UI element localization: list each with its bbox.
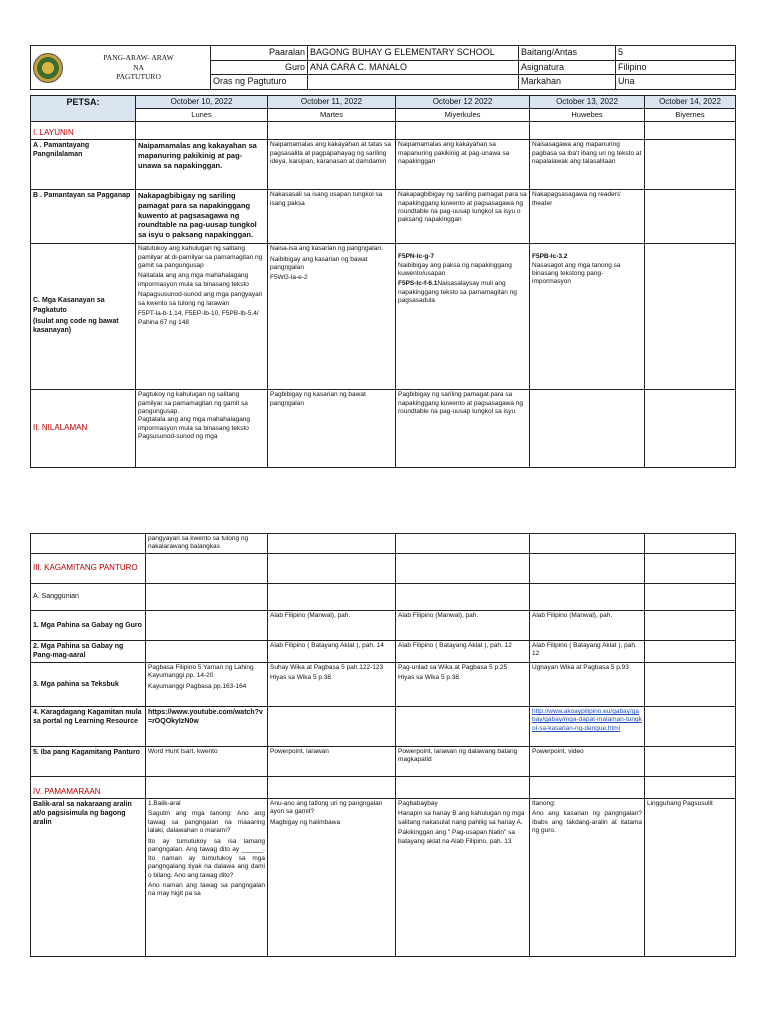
asignatura-value: Filipino	[616, 60, 736, 75]
c-cell-4	[530, 244, 645, 390]
label-gabay-ng-mag-aaral: 2. Mga Pahina sa Gabay ng Pang-mag-aaral	[31, 641, 146, 663]
c4-text: Nasasagot ang mga tanong sa binasang tekstong pang-impormasyon	[532, 261, 621, 286]
n-cell-2: Pagbibigay ng kasarian ng bawat pangngalan	[268, 390, 396, 468]
logo-line-2: NA	[133, 62, 144, 72]
empty-cell	[136, 122, 268, 140]
markahan-value: Una	[616, 75, 736, 90]
empty-cell	[645, 584, 736, 611]
empty-cell	[268, 534, 396, 554]
p1-line-3: Ito ay tumutukoy sa isa lamang pangngalan. Ang tawag dito ay ______. Ito naman ay tumutukoy sa mga pangngalang tiyak na dalawa ang dami o bilang. Ano ang tawag dito?	[148, 837, 265, 879]
label-balik-aral: Balik-aral sa nakaraang aralin at/o pagsisimula ng bagong aralin	[31, 799, 146, 957]
a-cell-2: Naipamamalas ang kakayahan at tatas sa pagsasalita at pagpapahayag ng sariling ideya, kaisipan, karanasan at damdamin	[268, 140, 396, 190]
c1-line-1: Natutukoy ang kahulugan ng salitang pamilyar at di-pamilyar sa pamamagitan ng gamit sa pangungusap	[138, 245, 263, 270]
day-martes: Martes	[268, 109, 396, 122]
empty-cell	[396, 707, 530, 747]
p1-line-4: Ano naman ang tawag sa pangngalan na may higit pa sa	[148, 881, 265, 898]
r1-cell-4: Alab Filipino (Manwal), pah.	[530, 611, 645, 641]
c3-text-1: Naibibigay ang paksa ng napakinggang kuwento/usapan	[398, 261, 512, 278]
empty-cell	[268, 777, 396, 799]
a-cell-1: Naipamamalas ang kakayahan sa mapanuring pakikinig at pag-unawa sa napakinggan.	[136, 140, 268, 190]
r1-cell-5	[645, 611, 736, 641]
paaralan-value: BAGONG BUHAY G ELEMENTARY SCHOOL	[308, 46, 519, 61]
c2-line-1: Naisa-isa ang kasarian ng pangngalan.	[270, 245, 383, 253]
date-1: October 10, 2022	[136, 96, 268, 109]
guro-label: Guro	[211, 60, 308, 75]
empty-cell	[530, 584, 645, 611]
empty-cell	[268, 584, 396, 611]
r5-cell-1: Word Hunt tsart, kwento	[146, 747, 268, 777]
n-cell-1: Pagtukoy ng kahulugan ng salitang pamilyar sa pamamagitan ng gamit sa pangungusap. Pagtatala ang ang mga mahahalagang impormasyon mula sa binasang teksto Pagsusunod-sunod ng mga	[136, 390, 268, 468]
p-cell-5: Lingguhang Pagsusulit	[645, 799, 736, 957]
p2-line-2: Magbigay ng halimbawa	[270, 818, 341, 826]
logo-cell	[31, 46, 211, 90]
label-sanggunian: A. Sanggunian	[31, 584, 146, 611]
label-pahina-sa-teksbuk: 3. Mga pahina sa Teksbuk	[31, 663, 146, 707]
c3-code-2: F5PS-Ic-f-6.1	[398, 280, 438, 288]
label-pamantayan-sa-pagganap: B . Pamantayan sa Pagganap	[31, 190, 136, 244]
c4-code: F5PB-Ic-3.2	[532, 253, 568, 261]
label-gabay-ng-guro: 1. Mga Pahina sa Gabay ng Guro	[31, 611, 146, 641]
logo-line-1: PANG-ARAW- ARAW	[103, 53, 174, 63]
empty-cell	[396, 554, 530, 584]
akoaypilipino-link[interactable]: http://www.akoaypilipino.eu/gabay/gabay/gabay/mga-dapat-malaman-tungkol-sa-kasarian-ng-dengue.html	[530, 707, 645, 747]
date-3: October 12 2022	[396, 96, 530, 109]
c1-line-2: Naitatala ang ang mga mahahalagang impormasyon mula sa binasang teksto	[138, 272, 249, 288]
empty-cell	[530, 554, 645, 584]
markahan-label: Markahan	[519, 75, 616, 90]
b-cell-2: Nakasasali sa isang usapan tungkol sa isang paksa	[268, 190, 396, 244]
c-cell-2	[268, 244, 396, 390]
r2-cell-2: Alab Filipino ( Batayang Aklat ), pah. 14	[268, 641, 396, 663]
lesson-table-page-2	[30, 533, 736, 957]
section-pamamaraan: IV. PAMAMARAAN	[31, 777, 146, 799]
p-cell-1	[146, 799, 268, 957]
r3-c1-line-2: Kayumanggi Pagbasa pp.163-164	[148, 682, 247, 690]
section-layunin: I. LAYUNIN	[31, 122, 136, 140]
p4-line-2: Ano ang kasarian ng pangngalan? Ibabs ang takdang-aralin at itatama ng guro.	[532, 810, 642, 835]
empty-cell	[268, 554, 396, 584]
r2-cell-3: Alab Filipino ( Batayang Aklat ), pah. 12	[396, 641, 530, 663]
p3-line-3: Pakikinggan ang " Pag-usapan Natin" sa batayang aklat na Alab Filipino, pah. 13	[398, 829, 515, 845]
continued-text: pangyayari sa kwento sa tulong ng nakalarawang balangkas	[146, 534, 268, 554]
n-cell-4	[530, 390, 645, 468]
r3-c4-line-1: Ugnayan Wika at Pagbasa 5 p.93	[532, 664, 629, 671]
empty-cell	[396, 122, 530, 140]
b-cell-3: Nakapagbibigay ng sariling pamagat para sa napakinggang kuwento at pagsasagawa ng roundtable na pag-uusap tungkol sa isyu o paksang napakinggan	[396, 190, 530, 244]
c1-line-4: F5PT-la-b-1.14, F5EP-Ib-10, F5PB-Ib-5.4/ Pahina 67 ng 148	[138, 310, 259, 326]
c3-code-1: F5PN-Ic-g-7	[398, 253, 435, 261]
r3-c1-line-1: Pagbasa Filipino 5 Yaman ng Lahing Kayumanggi pp. 14-20	[148, 664, 254, 680]
section-kagamitang-panturo: III. KAGAMITANG PANTURO	[31, 554, 146, 584]
b-cell-5	[645, 190, 736, 244]
n-cell-5	[645, 390, 736, 468]
c2-line-3: F5WG-la-e-2	[270, 274, 308, 282]
asignatura-label: Asignatura	[519, 60, 616, 75]
c2-line-2: Naibibigay ang kasarian ng bawat pangngalan	[270, 255, 368, 272]
label-iba-pang-kagamitan: 5. Iba pang Kagamitang Panturo	[31, 747, 146, 777]
paaralan-label: Paaralan	[211, 46, 308, 61]
empty-cell	[645, 554, 736, 584]
logo-line-3: PAGTUTURO	[116, 72, 161, 82]
p3-line-1: Pagbabaybay	[398, 800, 438, 807]
r1-cell-1	[146, 611, 268, 641]
date-4: October 13, 2022	[530, 96, 645, 109]
p-cell-2	[268, 799, 396, 957]
empty-cell	[645, 777, 736, 799]
empty-cell	[645, 707, 736, 747]
logo-text	[69, 53, 208, 81]
empty-cell	[396, 534, 530, 554]
empty-cell	[146, 554, 268, 584]
c-cell-3	[396, 244, 530, 390]
a-cell-5	[645, 140, 736, 190]
a-cell-4: Naisasagawa ang mapanuring pagbasa sa iba't ibang uri ng teksto at napalalawak ang talasalitaan	[530, 140, 645, 190]
guro-value: ANA CARA C. MANALO	[308, 60, 519, 75]
r5-cell-3: Powerpoint, larawan ng dalawang batang magkapatid	[396, 747, 530, 777]
empty-cell	[530, 122, 645, 140]
c1-line-3: Napagsusunod-sunod ang mga pangyayari sa kwento sa tulong ng larawan	[138, 291, 263, 307]
r2-cell-5	[645, 641, 736, 663]
day-lunes: Lunes	[136, 109, 268, 122]
b-cell-1: Nakapagbibigay ng sariling pamagat para sa napakinggang kuwento at pagsasagawa ng roundtable na pag-uusap tungkol sa isyu o paksang napakinggan.	[136, 190, 268, 244]
r3-c2-line-1: Suhay Wika at Pagbasa 5 pah.122-123	[270, 664, 384, 671]
r3-cell-2	[268, 663, 396, 707]
oras-label: Oras ng Pagtuturo	[211, 75, 308, 90]
empty-cell	[146, 584, 268, 611]
day-miyerkules: Miyerkules	[396, 109, 530, 122]
r1-cell-3: Alab Filipino (Manwal), pah.	[396, 611, 530, 641]
school-seal-icon	[33, 53, 63, 83]
label-mga-kasanayan	[31, 244, 136, 390]
r3-c2-line-2: Hiyas sa Wika 5 p.38	[270, 674, 332, 682]
date-5: October 14, 2022	[645, 96, 736, 109]
r3-cell-3	[396, 663, 530, 707]
empty-cell	[530, 777, 645, 799]
p1-line-1: 1.Balik-aral	[148, 800, 181, 807]
r2-cell-1	[146, 641, 268, 663]
empty-cell	[146, 777, 268, 799]
empty-cell	[530, 534, 645, 554]
youtube-link[interactable]: https://www.youtube.com/watch?v=rOQOkyIzN0w	[146, 707, 268, 747]
kasanayan-sub: (Isulat ang code ng bawat kasanayan)	[33, 317, 119, 334]
r3-cell-1	[146, 663, 268, 707]
n-cell-3: Pagbibigay ng sariling pamagat para sa napakinggang kuwento at pagsasagawa ng roundtable na pag-uusap tungkol sa isyu	[396, 390, 530, 468]
r3-c3-line-1: Pag-unlad sa Wika at Pagbasa 5 p.25	[398, 664, 508, 671]
r2-cell-4: Alab Filipino ( Batayang Aklat ), pah. 12	[530, 641, 645, 663]
date-2: October 11, 2022	[268, 96, 396, 109]
header-table	[30, 45, 736, 90]
petsa-label: PETSA:	[31, 96, 136, 122]
c-cell-5	[645, 244, 736, 390]
label-pamantayang-pangnilalaman: A . Pamantayang Pangnilalaman	[31, 140, 136, 190]
empty-cell	[645, 534, 736, 554]
c3-text-2: Naisasalaysay muli ang napakinggang teksto sa pamamagitan ng pagsasadula	[398, 280, 517, 305]
p-cell-4	[530, 799, 645, 957]
p4-line-1: Itanong:	[532, 800, 556, 807]
kasanayan-title: C. Mga Kasanayan sa Pagkatuto	[33, 297, 105, 314]
r3-c3-line-2: Hiyas sa Wika 5 p.38	[398, 674, 460, 682]
r5-cell-5	[645, 747, 736, 777]
empty-cell	[645, 122, 736, 140]
empty-cell	[396, 777, 530, 799]
p-cell-3	[396, 799, 530, 957]
baitang-value: 5	[616, 46, 736, 61]
r3-cell-4	[530, 663, 645, 707]
day-huwebes: Huwebes	[530, 109, 645, 122]
empty-cell	[268, 707, 396, 747]
empty-cell	[268, 122, 396, 140]
r5-cell-2: Powerpoint, larawan	[268, 747, 396, 777]
p1-line-2: Sagutin ang mga tanong: Ano ang tawag sa pangngalan na maaaring lalaki, dalawahan o marami?	[148, 810, 265, 835]
empty-cell	[31, 534, 146, 554]
c-cell-1	[136, 244, 268, 390]
empty-cell	[396, 584, 530, 611]
baitang-label: Baitang/Antas	[519, 46, 616, 61]
section-nilalaman: II. NILALAMAN	[31, 390, 136, 468]
p2-line-1: Anu-ano ang tatlong uri ng pangngalan ayon sa gamit?	[270, 800, 383, 816]
b-cell-4: Nakapagsasagawa ng readers' theater	[530, 190, 645, 244]
r5-cell-4: Powerpoint, video	[530, 747, 645, 777]
p3-line-2: Hanapin sa hanay B ang kahulugan ng mga salitang nakasulat nang pahilig sa hanay A.	[398, 810, 525, 826]
label-karagdagang-kagamitan: 4. Karagdagang Kagamitan mula sa portal ng Learning Resource	[31, 707, 146, 747]
oras-value	[308, 75, 519, 90]
day-biyernes: Biyernes	[645, 109, 736, 122]
lesson-table-page-1	[30, 95, 736, 468]
r3-cell-5	[645, 663, 736, 707]
a-cell-3: Naipamamalas ang kakayahan sa mapanuring pakikinig at pag-unawa sa napakinggan	[396, 140, 530, 190]
r1-cell-2: Alab Filipino (Manwal), pah.	[268, 611, 396, 641]
